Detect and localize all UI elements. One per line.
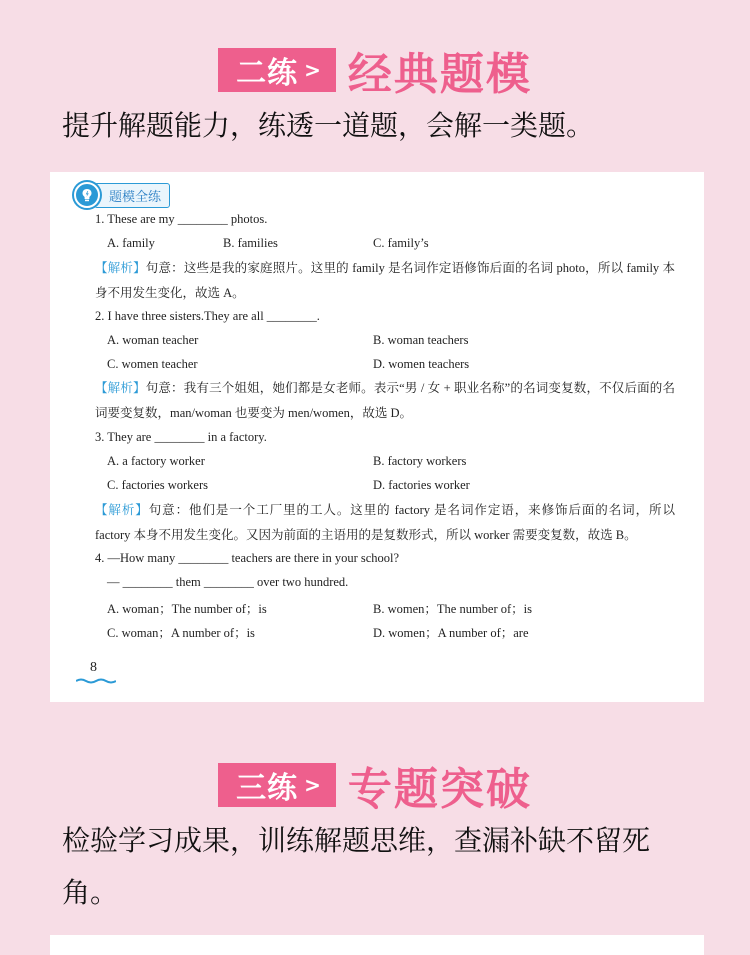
option: C. woman；A number of；is xyxy=(107,626,255,640)
option: B. woman teachers xyxy=(373,333,469,347)
option: C. factories workers xyxy=(107,478,209,492)
explanation xyxy=(95,498,675,547)
chevron-right-icon: > xyxy=(304,773,322,797)
section-subtitle: 检验学习成果，训练解题思维，查漏补缺不留死角。 xyxy=(62,824,651,909)
section-tag-label: 三练 xyxy=(236,771,299,806)
option: D. women；A number of；are xyxy=(373,626,529,640)
question-stem: 2. I have three sisters.They are all ________. xyxy=(95,309,320,323)
lightbulb-icon xyxy=(74,182,100,208)
page-number: 8 xyxy=(90,660,97,675)
section-tag xyxy=(218,763,336,807)
section-title: 专题突破 xyxy=(347,764,532,815)
option: B. factory workers xyxy=(373,454,467,468)
section-title: 经典题模 xyxy=(347,49,532,100)
option: A. a factory worker xyxy=(107,454,205,468)
explanation-tag: 【解析】 xyxy=(95,261,146,275)
section-subtitle: 提升解题能力，练透一道题，会解一类题。 xyxy=(62,109,595,142)
explanation xyxy=(95,256,675,305)
section-tag-label: 二练 xyxy=(236,56,299,91)
explanation-text: 句意：我有三个姐姐，她们都是女老师。表示“男 / 女 + 职业名称”的名词变复数，不仅后面的名词要变复数，man/woman 也要变为 men/women，故选 D。 xyxy=(95,381,675,420)
explanation-text: 句意：他们是一个工厂里的工人。这里的 factory 是名词作定语，来修饰后面的名词，所以 factory 本身不用发生变化。又因为前面的主语用的是复数形式，所以 worker 需要变复数，故选 B。 xyxy=(95,503,675,542)
option: A. woman；The number of；is xyxy=(107,602,267,616)
explanation-text: 句意：这些是我的家庭照片。这里的 family 是名词作定语修饰后面的名词 photo，所以 family 本身不用发生变化，故选 A。 xyxy=(95,261,675,300)
section-tag xyxy=(218,48,336,92)
option: C. family’s xyxy=(373,236,429,250)
option: A. family xyxy=(107,236,155,250)
question-stem-reply: — ________ them ________ over two hundred. xyxy=(107,575,349,589)
option: D. factories worker xyxy=(373,478,470,492)
section-header-3 xyxy=(0,753,750,817)
explanation-tag: 【解析】 xyxy=(95,503,149,517)
question-stem: 4. —How many ________ teachers are there in your school? xyxy=(95,551,400,565)
explanation xyxy=(95,376,675,425)
exercise-card-next xyxy=(50,935,704,955)
explanation-tag: 【解析】 xyxy=(95,381,146,395)
exercise-card xyxy=(50,172,704,702)
section-header-2 xyxy=(0,38,750,102)
option: D. women teachers xyxy=(373,357,470,371)
option: A. woman teacher xyxy=(107,333,199,347)
wave-divider xyxy=(76,678,116,684)
badge-label: 题模全练 xyxy=(94,183,170,208)
option: B. women；The number of；is xyxy=(373,602,533,616)
question-stem: 3. They are ________ in a factory. xyxy=(95,430,267,444)
option: C. women teacher xyxy=(107,357,198,371)
chevron-right-icon: > xyxy=(304,58,322,82)
question-stem: 1. These are my ________ photos. xyxy=(95,212,268,226)
option: B. families xyxy=(223,236,278,250)
exercise-badge xyxy=(74,182,170,208)
